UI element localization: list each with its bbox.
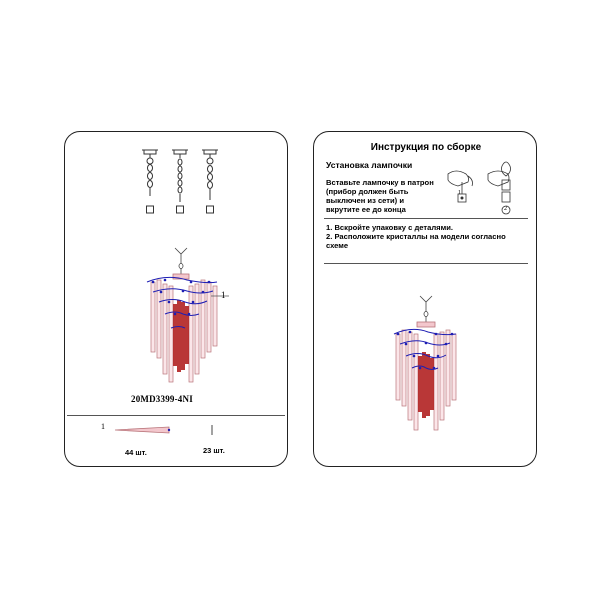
model-label: 20MD3399-4NI [131, 394, 193, 404]
short-pin-qty: 23 шт. [203, 446, 225, 455]
long-crystal-icon [113, 425, 173, 435]
part-index: 1 [101, 422, 105, 431]
mounting-options-diagram [130, 144, 230, 224]
divider [324, 263, 528, 264]
chandelier-diagram [390, 292, 470, 437]
bulb-install-diagram [442, 160, 532, 220]
divider [324, 218, 528, 219]
step-line: схеме [326, 241, 349, 250]
callout-label: 1 [221, 290, 226, 300]
bulb-text-line: Вставьте лампочку в патрон [326, 178, 434, 187]
chandelier-diagram [143, 244, 233, 389]
instruction-card [313, 131, 537, 467]
long-crystal-qty: 44 шт. [125, 448, 147, 457]
instruction-title: Инструкция по сборке [370, 142, 482, 153]
step-line: 1. Вскройте упаковку с деталями. [326, 223, 453, 232]
short-pin-icon [209, 424, 215, 436]
step-mark: 2 [504, 206, 507, 212]
bulb-text-line: (прибор должен быть [326, 187, 409, 196]
bulb-text-line: выключен из сети) и [326, 196, 404, 205]
step-line: 2. Расположите кристаллы на модели согласно [326, 232, 506, 241]
bulb-text-line: вкрутите ее до конца [326, 205, 406, 214]
parts-card [64, 131, 288, 467]
divider [67, 415, 285, 416]
step-mark: 1 [458, 190, 461, 196]
bulb-section-heading: Установка лампочки [326, 160, 413, 170]
